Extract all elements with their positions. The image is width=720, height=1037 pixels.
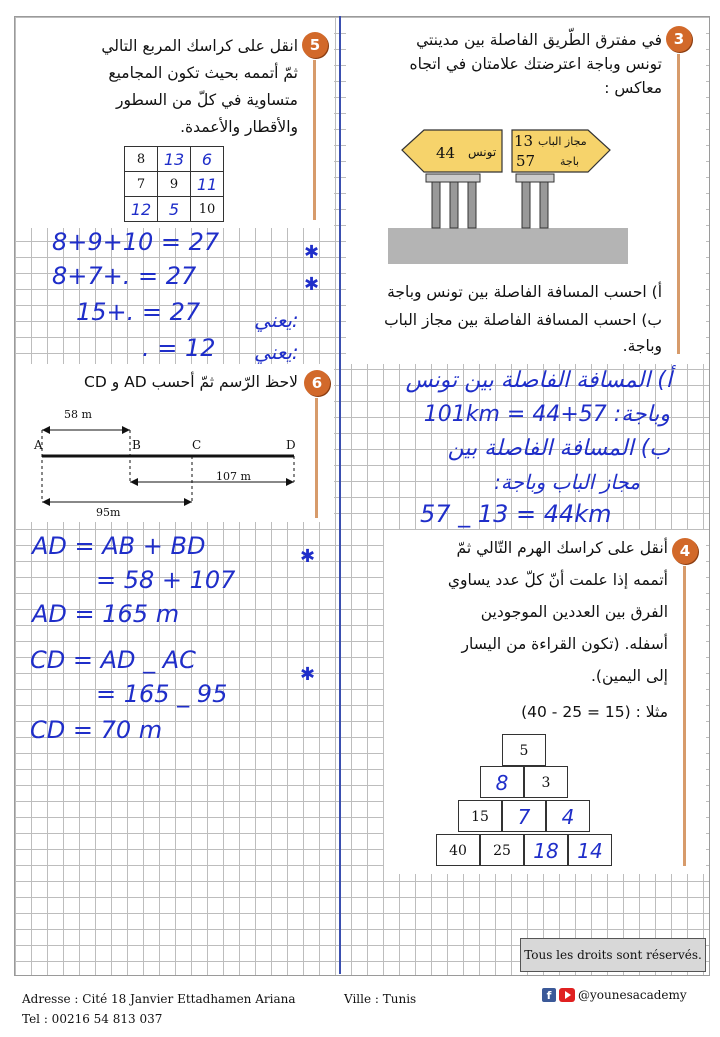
handwritten-line: 8+9+10 = 27	[52, 228, 220, 256]
magic-square	[124, 146, 224, 222]
badge-stick	[313, 60, 316, 220]
exercise-text-line: أنقل على كراسك الهرم التّالي ثمّ	[456, 539, 668, 557]
example-line: مثلا : (15 = 25 - 40)	[521, 703, 668, 721]
exercise-number-badge: 3	[666, 26, 692, 52]
center-margin-line	[339, 16, 341, 974]
cell: 13	[158, 147, 191, 172]
cell: 8	[125, 147, 158, 172]
footer-city: Ville : Tunis	[344, 992, 417, 1006]
exercise-6-panel	[16, 364, 334, 522]
handwritten-note: يعني:	[254, 308, 299, 332]
exercise-text-line: أسفله. (تكون القراءة من اليسار	[461, 635, 668, 653]
exercise-text-line: أتممه إذا علمت أنّ كلّ عدد يساوي	[447, 571, 668, 589]
pyramid-cell: 14	[568, 834, 612, 866]
star-mark: ✱	[300, 546, 316, 567]
badge-stick	[677, 54, 680, 354]
label-bd: 107 m	[216, 470, 251, 483]
handwritten-line: CD = AD _ AC	[30, 646, 196, 674]
cell: 6	[191, 147, 224, 172]
pyramid-cell: 5	[502, 734, 546, 766]
exercise-number-badge: 5	[302, 32, 328, 58]
star-mark: ✱	[300, 664, 316, 685]
badge-stick	[683, 566, 686, 866]
cell: 9	[158, 172, 191, 197]
pyramid-cell: 40	[436, 834, 480, 866]
exercise-text-line: والأقطار والأعمدة.	[180, 118, 298, 136]
exercise-title: لاحظ الرّسم ثمّ أحسب AD و CD	[84, 373, 298, 391]
cell: 7	[125, 172, 158, 197]
point-d: D	[286, 438, 296, 452]
footer-social: @younesacademy	[578, 988, 687, 1002]
handwritten-line: AD = 165 m	[32, 600, 180, 628]
handwritten-line: CD = 70 m	[30, 716, 163, 744]
label-ac: 95m	[96, 506, 121, 519]
sign-right-city2: باجة	[560, 155, 580, 168]
star-mark: ✱	[304, 274, 320, 295]
label-ab: 58 m	[64, 408, 92, 421]
exercise-5-panel	[16, 18, 334, 228]
handwritten-line: ب) المسافة الفاصلة بين	[447, 436, 670, 461]
exercise-text-line: ثمّ أتممه بحيث تكون المجاميع	[108, 64, 298, 82]
cell: 11	[191, 172, 224, 197]
cell: 12	[125, 197, 158, 222]
handwritten-line: . = 12	[142, 334, 216, 362]
segment-diagram	[28, 406, 304, 518]
sign-right-city1: مجاز الباب	[538, 135, 587, 148]
sign-right-km2: 57	[516, 152, 536, 170]
exercise-text-line: متساوية في كلّ من السطور	[116, 91, 298, 109]
exercise-text-line: انقل على كراسك المربع التالي	[101, 37, 298, 55]
handwritten-note: يعني:	[254, 340, 299, 364]
sign-left-km: 44	[436, 144, 456, 162]
exercise-number-badge: 4	[672, 538, 698, 564]
exercise-number-badge: 6	[304, 370, 330, 396]
footer-address: Adresse : Cité 18 Janvier Ettadhamen Ariana	[22, 992, 296, 1006]
handwritten-line: = 165 _ 95	[96, 680, 228, 708]
handwritten-line: AD = AB + BD	[32, 532, 206, 560]
sign-left-city: تونس	[468, 145, 497, 159]
pyramid-cell: 8	[480, 766, 524, 798]
question-a: أ) احسب المسافة الفاصلة بين تونس وباجة	[387, 283, 662, 301]
road-signs-illustration	[388, 124, 638, 264]
handwritten-line: 15+. = 27	[76, 298, 201, 326]
cell: 5	[158, 197, 191, 222]
handwritten-line: 8+7+. = 27	[52, 262, 197, 290]
exercise-3-panel	[346, 18, 706, 364]
pyramid-cell: 7	[502, 800, 546, 832]
question-b-cont: وباجة.	[622, 337, 662, 355]
sign-right-km1: 13	[514, 132, 534, 150]
pyramid-cell: 15	[458, 800, 502, 832]
badge-stick	[315, 398, 318, 518]
youtube-icon	[559, 988, 575, 1002]
point-b: B	[132, 438, 141, 452]
exercise-4-panel	[384, 530, 706, 874]
point-a: A	[34, 438, 43, 452]
question-b: ب) احسب المسافة الفاصلة بين مجاز الباب	[384, 311, 662, 329]
facebook-icon: f	[542, 988, 556, 1002]
handwritten-line: وباجة: 57+44 = 101km	[423, 402, 670, 427]
handwritten-line: مجاز الباب وباجة:	[494, 470, 640, 494]
handwritten-line: 57 _ 13 = 44km	[420, 500, 612, 528]
point-c: C	[192, 438, 202, 452]
handwritten-line: أ) المسافة الفاصلة بين تونس	[405, 368, 672, 393]
pyramid-cell: 25	[480, 834, 524, 866]
exercise-text-line: الفرق بين العددين الموجودين	[480, 603, 668, 621]
copyright-box: Tous les droits sont réservés.	[520, 938, 706, 972]
exercise-text-line: إلى اليمين).	[591, 667, 668, 685]
pyramid-cell: 18	[524, 834, 568, 866]
exercise-text-line: تونس وباجة اعترضتك علامتان في اتجاه	[409, 55, 662, 73]
handwritten-line: = 58 + 107	[96, 566, 236, 594]
cell: 10	[191, 197, 224, 222]
star-mark: ✱	[304, 242, 320, 263]
footer-tel: Tel : 00216 54 813 037	[22, 1012, 163, 1026]
pyramid-cell: 4	[546, 800, 590, 832]
exercise-text-line: في مفترق الطّريق الفاصلة بين مدينتي	[416, 31, 662, 49]
exercise-text-line: معاكس :	[604, 79, 662, 97]
pyramid-cell: 3	[524, 766, 568, 798]
